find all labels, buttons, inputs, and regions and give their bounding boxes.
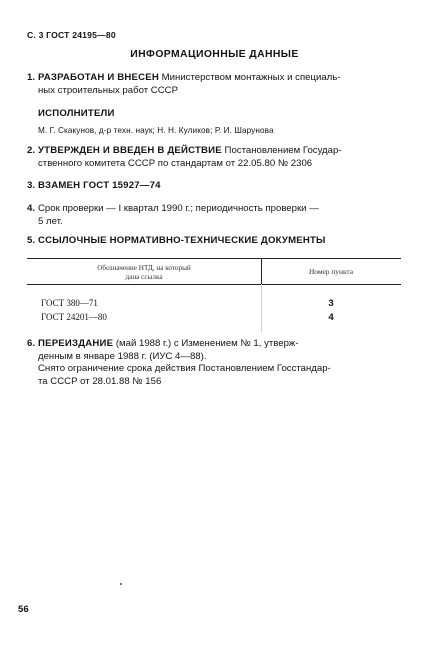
section-heading: ПЕРЕИЗДАНИЕ (38, 338, 114, 349)
table-cell-document: ГОСТ 380—71 (41, 298, 98, 308)
table-cell-item-number: 3 (328, 298, 334, 309)
section-number: 2. (27, 145, 36, 156)
section-text-continued: денным в январе 1988 г. (ИУС 4—88). (38, 350, 207, 362)
section-number: 1. (27, 72, 36, 83)
section-note-continued: та СССР от 28.01.88 № 156 (38, 375, 162, 387)
table-header-document-line1: Обозначение НТД, на который (97, 264, 191, 272)
page-title: ИНФОРМАЦИОННЫЕ ДАННЫЕ (130, 49, 299, 60)
section-text-continued: 5 лет. (38, 215, 63, 227)
section-number: 6. (27, 338, 36, 349)
table-top-rule (27, 258, 401, 259)
table-header-item-number: Номер пункта (308, 267, 354, 276)
section-text: (май 1988 г.) с Изменением № 1, утверж- (115, 338, 299, 349)
table-row (27, 312, 401, 325)
section-5 (27, 235, 403, 248)
table-header-rule (27, 284, 401, 285)
section-note: Снято ограничение срока действия Постановлением Госстандар- (38, 363, 331, 375)
section-1 (27, 72, 403, 97)
section-heading: РАЗРАБОТАН И ВНЕСЕН (38, 72, 159, 83)
section-6 (27, 338, 403, 388)
section-number: 5. (27, 235, 36, 246)
section-text-continued: ных строительных работ СССР (38, 84, 178, 96)
section-4 (27, 203, 403, 228)
table-header-document (27, 264, 261, 282)
executors-heading: ИСПОЛНИТЕЛИ (38, 108, 115, 119)
page-number: 56 (18, 604, 29, 615)
table-row (27, 298, 401, 311)
section-number: 4. (27, 203, 36, 214)
running-head: С. 3 ГОСТ 24195—80 (27, 30, 116, 40)
section-text: Срок проверки — I квартал 1990 г.; периодичность проверки — (38, 203, 319, 214)
section-text: Министерством монтажных и специаль- (161, 72, 341, 83)
section-heading: ССЫЛОЧНЫЕ НОРМАТИВНО-ТЕХНИЧЕСКИЕ ДОКУМЕНТЫ (38, 235, 326, 246)
section-text-continued: ственного комитета СССР по стандартам от 22.05.80 № 2306 (38, 157, 313, 169)
table-cell-item-number: 4 (328, 312, 334, 323)
table-header-document-line2: дана ссылка (125, 273, 163, 281)
section-text: Постановлением Государ- (224, 145, 342, 156)
table-cell-document: ГОСТ 24201—80 (41, 312, 107, 322)
section-heading: УТВЕРЖДЕН И ВВЕДЕН В ДЕЙСТВИЕ (38, 145, 222, 156)
section-number: 3. (27, 180, 36, 191)
executors-list: М. Г. Скакунов, д-р техн. наук; Н. Н. Куликов; Р. И. Шарунова (38, 126, 274, 135)
section-2 (27, 145, 403, 170)
print-speck (120, 583, 122, 585)
section-heading: ВЗАМЕН ГОСТ 15927—74 (38, 180, 161, 191)
section-3 (27, 180, 403, 193)
